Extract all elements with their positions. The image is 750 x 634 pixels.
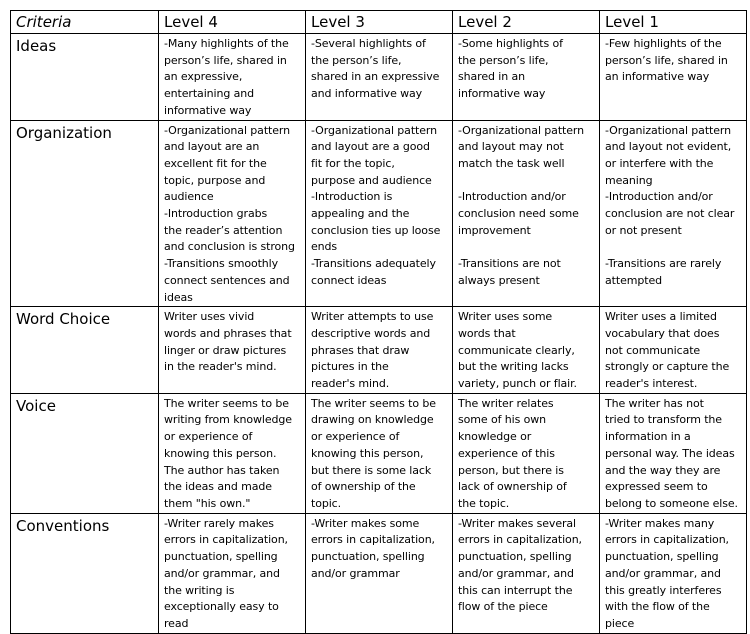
rubric-cell: Writer attempts to use descriptive words and phrases that draw pictures in the reader's mind. — [306, 307, 453, 394]
level-4-header: Level 4 — [159, 11, 306, 34]
rubric-cell: -Organizational pattern and layout are a good fit for the topic, purpose and audience -Introduction is appealing and the conclusion ties up loose ends -Transitions adequately connect ideas — [306, 120, 453, 307]
table-row-organization — [11, 120, 747, 307]
rubric-cell: -Organizational pattern and layout may not match the task well -Introduction and/or conclusion need some improvement -Transitions are not always present — [453, 120, 600, 307]
rubric-cell: The writer relates some of his own knowledge or experience of this person, but there is lack of ownership of the topic. — [453, 393, 600, 513]
rubric-cell: The writer seems to be writing from knowledge or experience of knowing this person. The author has taken the ideas and made them "his own." — [159, 393, 306, 513]
header-row — [11, 11, 747, 34]
rubric-cell: The writer seems to be drawing on knowledge or experience of knowing this person, but there is some lack of ownership of the topic. — [306, 393, 453, 513]
rubric-cell: Writer uses vivid words and phrases that linger or draw pictures in the reader's mind. — [159, 307, 306, 394]
criterion-name: Organization — [11, 120, 159, 307]
criterion-name: Conventions — [11, 513, 159, 633]
criterion-name: Voice — [11, 393, 159, 513]
rubric-cell: -Many highlights of the person’s life, shared in an expressive, entertaining and informative way — [159, 34, 306, 121]
table-row-voice — [11, 393, 747, 513]
rubric-cell: -Some highlights of the person’s life, shared in an informative way — [453, 34, 600, 121]
level-2-header: Level 2 — [453, 11, 600, 34]
rubric-cell: -Writer makes some errors in capitalization, punctuation, spelling and/or grammar — [306, 513, 453, 633]
table-row-ideas — [11, 34, 747, 121]
table-row-word-choice — [11, 307, 747, 394]
rubric-cell: -Few highlights of the person’s life, shared in an informative way — [600, 34, 747, 121]
criteria-header: Criteria — [11, 11, 159, 34]
rubric-cell: -Writer makes many errors in capitalization, punctuation, spelling and/or grammar, and this greatly interferes with the flow of the piece — [600, 513, 747, 633]
rubric-cell: -Writer rarely makes errors in capitalization, punctuation, spelling and/or grammar, and the writing is exceptionally easy to read — [159, 513, 306, 633]
rubric-cell: The writer has not tried to transform the information in a personal way. The ideas and the way they are expressed seem to belong to someone else. — [600, 393, 747, 513]
level-3-header: Level 3 — [306, 11, 453, 34]
rubric-cell: Writer uses some words that communicate clearly, but the writing lacks variety, punch or flair. — [453, 307, 600, 394]
rubric-cell: -Writer makes several errors in capitalization, punctuation, spelling and/or grammar, and this can interrupt the flow of the piece — [453, 513, 600, 633]
criterion-name: Ideas — [11, 34, 159, 121]
table-row-conventions — [11, 513, 747, 633]
level-1-header: Level 1 — [600, 11, 747, 34]
criterion-name: Word Choice — [11, 307, 159, 394]
rubric-cell: -Organizational pattern and layout not evident, or interfere with the meaning -Introduction and/or conclusion are not clear or not present -Transitions are rarely attempted — [600, 120, 747, 307]
rubric-table — [10, 10, 747, 634]
rubric-cell: Writer uses a limited vocabulary that does not communicate strongly or capture the reader's interest. — [600, 307, 747, 394]
rubric-cell: -Organizational pattern and layout are an excellent fit for the topic, purpose and audience -Introduction grabs the reader’s attention and conclusion is strong -Transitions smoothly connect sentences and ideas — [159, 120, 306, 307]
rubric-cell: -Several highlights of the person’s life, shared in an expressive and informative way — [306, 34, 453, 121]
